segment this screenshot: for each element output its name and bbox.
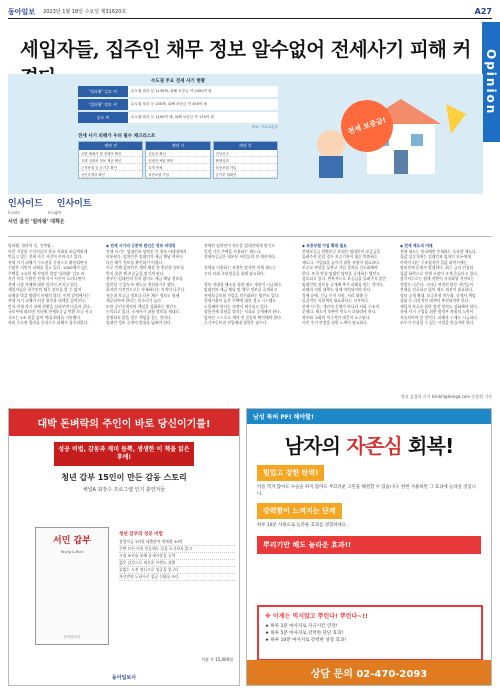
article-line: 비롯된다. 임차인은 임대인의 세금 체납 여부나 <box>106 254 183 259</box>
article-line: 우리 사회 초년생들을 위해 필요하다. <box>204 270 266 276</box>
ad-title-highlight: 자존심 <box>346 434 402 458</box>
article-line: 도입해야 한다는 의견이 제기되고 있다. <box>204 303 269 309</box>
article-line: 선순위 보증금 정보나 다른 채무 정보도 함께 <box>106 292 180 298</box>
article-line: 사건 이후 수많은 전세 사기 사건이 드러나면서 <box>8 276 85 281</box>
book-subtitle: Young & Rich <box>60 550 84 554</box>
infographic-panel <box>78 78 278 179</box>
health-advertisement <box>246 408 492 686</box>
article-line: 전세 사기 피해가 커진 원인과 대책을 짚어본다. <box>8 298 87 303</box>
article-line: 세입자 보호를 위한 법적 장치도 강화해야 한다. <box>400 303 479 309</box>
checklist-item: 신분증 확인 <box>146 150 209 157</box>
ad-header: 대박 돈벼락의 주인이 바로 당신이기를! <box>9 409 239 436</box>
article-line: 제도다. 가입률을 높이기 위한 지원이 필요하다. <box>302 259 381 265</box>
issue-date: 2023년 1월 18일 수요일 제31620호 <box>43 9 127 15</box>
ad-title <box>247 430 491 459</box>
infographic-source: 자료: 국토교통부 <box>251 125 278 129</box>
article-line: 이익이 되는 구조였지만 집값 하락기에는 <box>400 259 468 265</box>
fraud-row-label: '빌라왕' 정모 씨 <box>78 99 128 110</box>
cartoon-caption: 서민 울린 '빌라왕' 대책은 <box>8 219 65 225</box>
checklist-title: 전세 사기 피해가 우려 필수 체크리스트 <box>78 134 156 139</box>
fraud-row-label: '빌라왕' 김모 씨 <box>78 86 128 97</box>
checklist-column <box>213 141 278 179</box>
article-line: 전세란 임차인이 목돈을 임대인에게 맡기고 <box>204 243 275 248</box>
ad-subline: 채널A 최장수 프로그램 인기 출연자들 <box>82 487 166 493</box>
book-publisher: 동아일보사 <box>63 635 81 639</box>
highlight-item: 창업자금 1억원 대출받아 연매출 30억 <box>119 539 235 546</box>
article-line: 임대인의 정보를 공개해 추가 피해를 막는 것이다. <box>302 281 384 287</box>
book-advertisement <box>8 408 240 686</box>
fraud-row-value: 수도권 빌라 등 1139채, 피해 보증금 약 2000억 원 <box>128 86 278 97</box>
article-headline: 세입자들, 집주인 채무 정보 알수없어 전세사기 피해 커 <box>20 38 471 61</box>
highlight-item: 시장 조사를 통해 틈새시장을 공략 <box>119 553 235 560</box>
highlight-item: 주변 모든 이의 만류에도 꿈을 포기하지 않고 <box>119 546 235 553</box>
page-number: A27 <box>474 7 492 16</box>
article-line: 전세를 이용하는 사람은 많지만 전세 제도는 <box>204 265 277 270</box>
ad-paragraph: 약을 먹지 않아도 수술을 하지 않아도 부끄러운 고민을 해결할 수 있습니다. 한번 사용하면 그 효과에 놀라실 것입니다. <box>257 485 476 497</box>
checklist-column-head: 계약 후 <box>214 142 277 150</box>
feature-item: ★ 하루 5분 마사지로 강력한 단단 효과! <box>265 631 344 636</box>
checklist-item: 보증보험 가입 <box>146 171 209 178</box>
article-line: 이로 인해 임차인은 계약 체결 전 충분한 정보를 <box>106 265 185 270</box>
article-line: 피해를 막을 방법이 마땅치 않다. 이번 칼럼에서는 <box>8 292 90 298</box>
article-line: ◆ 전세 사기의 근본적 원인은 정보 비대칭 <box>106 243 176 248</box>
article-line: 전세가율이 높은 주택에 대한 경고 시스템도 <box>204 298 277 303</box>
book-title: 서민 갑부 <box>53 536 91 546</box>
article-column <box>302 243 394 391</box>
article-line: 전세 시장 자체에 대한 불신이 커지고 있다. <box>8 281 79 287</box>
checklist-item: 근저당권 등 등기부 확인 <box>79 164 142 171</box>
infographic <box>8 74 483 194</box>
checklist-item: 등기부 재확인 <box>214 171 277 178</box>
article-column <box>204 243 296 391</box>
article-line: 규모는 1조 원을 넘어 역대 최대를 기록했다. <box>8 314 82 320</box>
article-body <box>8 243 492 391</box>
section-tab-opinion: Opinion <box>482 22 500 142</box>
article-line: 전세 사기 피해가 수도권을 중심으로 확산되면서 <box>8 259 88 265</box>
cartoon-label <box>8 196 188 236</box>
article-line: 장기적으로는 월세 전환이 가속화될 것이라는 <box>400 276 475 281</box>
checklist-item: 주택 임대차 정보 제공 확인 <box>79 157 142 164</box>
article-line: 정부는 임대인의 동의 없이도 세금 체납 정보를 <box>106 276 183 281</box>
article-line: 검토되고 있다. 반복적으로 보증금을 돌려주지 않은 <box>302 276 387 281</box>
ad-feature-box <box>257 605 483 661</box>
article-line: 열람할 수 있도록 제도를 개선하기로 했다. <box>106 281 176 287</box>
article-line: 설명하지 않을 경우 책임을 묻는 것이다. <box>106 314 172 320</box>
highlights-heading: 청년 갑부의 성공 비법 <box>119 532 163 537</box>
ad-footer: 동아일보사 <box>111 675 137 681</box>
article-line: 정보 공개 확대, 보증보험 의무화, 중개사 책임 <box>400 292 476 298</box>
ad-callout: 뿌리기만 해도 놀라운 효과!! <box>257 536 481 554</box>
article-line: 돌려주지 못할 경우 보증기관이 대신 반환하는 <box>302 254 378 259</box>
article-line: 한다. 또한 악성 임대인 명단을 공개하는 방안도 <box>302 270 381 276</box>
article-line: 등기부등본과 전입세대 열람은 필수다. <box>204 320 268 325</box>
infographic-title: 수도권 주요 전세 사기 현황 <box>150 79 206 84</box>
article-line: 다른 채무 정보를 확인하기 어렵다. <box>106 259 164 265</box>
book-price: 서점 가 15,000원 <box>201 657 233 662</box>
feature-item: ★ 하루 1분 마사지로 자극시킨 연장! <box>265 624 338 629</box>
article-line: 일정 기간 주택을 사용하는 제도다. <box>204 248 262 254</box>
highlight-item: 젊은 감각으로 새로운 트렌드 창출 <box>119 560 235 567</box>
masthead <box>8 5 492 19</box>
ad-top-bar: 남성 특허 PF! 해야할! <box>247 409 491 424</box>
fraud-row-value: 수도권 빌라 등 1100여 채, 피해 보증금 약 170억 원 <box>128 112 278 123</box>
checklist-item: 확정일자 <box>214 157 277 164</box>
article-byline: 정리 김경희 기자 kimkh@donga.com 손종원 기자 <box>400 394 492 399</box>
book-highlights <box>119 531 235 581</box>
divider <box>8 236 492 237</box>
article-line: 깡통전세 문제가 발생한다. 최근 금리 인상과 <box>400 265 474 270</box>
article-line: 지속되어야 할 것이다. 피해자 구제도 시급하다. <box>400 314 479 320</box>
fraud-row <box>78 99 278 110</box>
book-cover <box>35 527 109 645</box>
checklist-item: 주변 매매가 및 전세가 확인 <box>79 150 142 157</box>
article-line: 하지만 이것만으로는 부족하다는 지적이 나온다. <box>106 287 186 292</box>
article-column <box>400 243 492 391</box>
article-line: 문제다. 제도적 보완이 반드시 뒤따라야 한다. <box>302 309 377 314</box>
article-line: 전세보증금 반환보증 보험은 임대인이 보증금을 <box>302 248 381 254</box>
ad-title-part: 남자의 <box>284 434 347 458</box>
article-line: 세입자들은 집주인의 채무 정보를 알 수 없어 <box>8 287 82 292</box>
checklist-grid <box>78 141 278 179</box>
article-line: 피해자 지원 대책도 함께 마련되어야 한다. <box>302 287 372 292</box>
article-line: 실질적인 지원책이 필요하다는 지적이다. <box>302 298 370 303</box>
ad-paragraph: 하루 10분 사용으로 놀라운 효과를 경험하세요. <box>257 523 348 528</box>
article-line: 정부와 국회의 적극적인 대응이 요구된다. <box>302 314 371 320</box>
article-line: 만들고 있는 전세 사기 사건이 이어지고 있다. <box>8 254 83 259</box>
article-line: 빌라왕, 빌라의 신, 건축왕… <box>8 243 55 248</box>
article-line: 특히 수도권 빌라를 중심으로 피해가 집중되었다. <box>8 320 89 325</box>
article-line: ◆ 보증보험 가입 확대 필요 <box>302 243 347 248</box>
article-line: 임차인 스스로도 계약 전 꼼꼼히 확인해야 한다. <box>204 314 283 320</box>
cartoon-title-insight: 인사이트 <box>56 199 92 209</box>
fraud-row-label: 송모 씨 <box>78 112 128 123</box>
article-line: 정보 비대칭 해소를 위한 제도 개선이 시급하다. <box>204 281 283 287</box>
fraud-row <box>78 86 278 97</box>
checklist-column-head: 계약 전 <box>79 142 142 150</box>
article-line: 경매 유예, 긴급 주거 지원, 저리 대출 등 <box>302 292 368 298</box>
checklist-column-head: 계약 시 <box>146 142 209 150</box>
ad-phone-banner: 상담 문의 02-470-2093 <box>247 660 491 685</box>
feature-item: ★ 하루 10분 마사지로 강력한 성장 효과! <box>265 638 347 643</box>
article-line: 전세보증보험 가입을 의무화하는 방안도 있다. <box>204 292 280 298</box>
checklist-column <box>145 141 210 179</box>
highlight-item: 끝없는 도전 정신으로 성공을 일구다 <box>119 567 235 574</box>
article-line: 전세보증금은 대부분 서민들의 전 재산이다. <box>204 254 277 259</box>
article-line: 집값 상승기에는 임대인과 임차인 모두에게 <box>400 254 471 259</box>
cartoon-sub-inside: Inside <box>8 210 20 215</box>
article-line: 서민 주거 안정을 위한 노력이 필요하다. <box>302 320 368 325</box>
fraud-row-value: 수도권 빌라 등 240채, 피해 보증금 약 350억 원 <box>128 99 278 110</box>
article-line: 또한 공인중개사의 책임을 강화하는 방안도 <box>106 303 177 309</box>
checklist-item: 특약 작성 <box>146 164 209 171</box>
ad-band: 강력함이 느껴지는 단계 <box>257 503 342 519</box>
ad-teaser: 성공 비법, 감동과 재미 듬뿍, 생생한 이 책을 읽은 후에! <box>54 442 194 466</box>
article-line: 논의되고 있다. 중개사가 위험 정보를 제대로 <box>106 309 180 314</box>
article-line: 전세 사기 근절을 위한 범정부 차원의 노력이 <box>400 309 474 314</box>
ad-subheading: 청년 갑부 15인이 만든 감동 스토리 <box>61 473 187 482</box>
article-line: 먼저 전세 사기 피해 현황을 살펴보면 다음과 같다. <box>8 303 92 309</box>
ad-band: 힘있고 강한 탄력! <box>257 465 324 481</box>
article-line: 임대인의 세금 체납 및 채무 정보를 공개하고 <box>204 287 278 292</box>
article-line: 임대인 정보 공개의 범위를 넓혀야 한다. <box>106 320 172 325</box>
article-line: 전세 사기는 개인의 문제가 아니라 사회 구조의 <box>302 303 379 309</box>
article-line: 수많은 서민이 피해를 입고 있다. 1000채가 넘는 <box>8 265 89 270</box>
article-line: 이런 거창한 수식어들이 한국 사회를 떠들썩하게 <box>8 248 88 254</box>
checklist-item: 보증보험 가입 <box>214 164 277 171</box>
checklist-item: 임대인 체납 확인 <box>146 157 209 164</box>
deposit-badge: 전세 보증금! <box>334 93 400 159</box>
cartoon-title-inside: 인사이드 <box>8 199 43 209</box>
checklist-item: 공인중개사 확인 <box>79 171 142 178</box>
article-line: 깡통전세 위험을 알리는 지표를 공개해야 한다. <box>204 309 281 314</box>
article-line: 모두가 안심할 수 있는 시장을 만들어야 한다. <box>400 320 475 325</box>
highlight-item: 자신만의 노하우로 성공 신화를 쓰다 <box>119 574 235 581</box>
checklist-column <box>78 141 143 179</box>
article-line: 주택을 소유한 채 사망한 일명 '빌라왕' 김모 씨 <box>8 270 85 276</box>
article-line: 강화 등 다각적인 대책이 추진되어야 한다. <box>400 298 470 303</box>
article-line: 국토부에 따르면 지난해 전세보증금 반환 보증 사고 <box>8 309 93 314</box>
article-line: 집값 하락으로 전세 시장이 크게 흔들리고 있다. <box>400 270 479 276</box>
article-line: 얻지 못한 채 보증금을 맡기게 된다. <box>106 270 165 276</box>
article-line: 전세 제도는 한국에만 존재하는 독특한 제도다. <box>400 248 477 254</box>
article-line: 제공되어야 한다는 목소리가 높다. <box>106 298 163 303</box>
fraud-row <box>78 112 278 123</box>
checklist-item: 전입신고 <box>214 150 277 157</box>
ad-title-part: 회복! <box>401 434 454 458</box>
article-line: 보증료 부담을 낮추고 가입 절차를 간소화해야 <box>302 265 378 270</box>
article-column <box>8 243 100 391</box>
newspaper-logo: 동아일보 <box>8 6 36 16</box>
article-line: ◆ 전세 제도의 미래 <box>400 243 433 248</box>
article-line: 전세를 선호하고 있어 제도 개선이 필요하다. <box>400 287 474 292</box>
article-column <box>106 243 198 391</box>
cartoon-sub-insight: Insight <box>47 210 62 215</box>
feature-box-heading: ※ 이제는 먹지않고 뿌린다! 뿌린다~!! <box>265 613 368 620</box>
article-line: 전망도 나온다. 그러나 여전히 많은 서민들이 <box>400 281 474 287</box>
article-line: 전세 사기는 임대인과 임차인 간 정보 비대칭에서 <box>106 248 187 254</box>
